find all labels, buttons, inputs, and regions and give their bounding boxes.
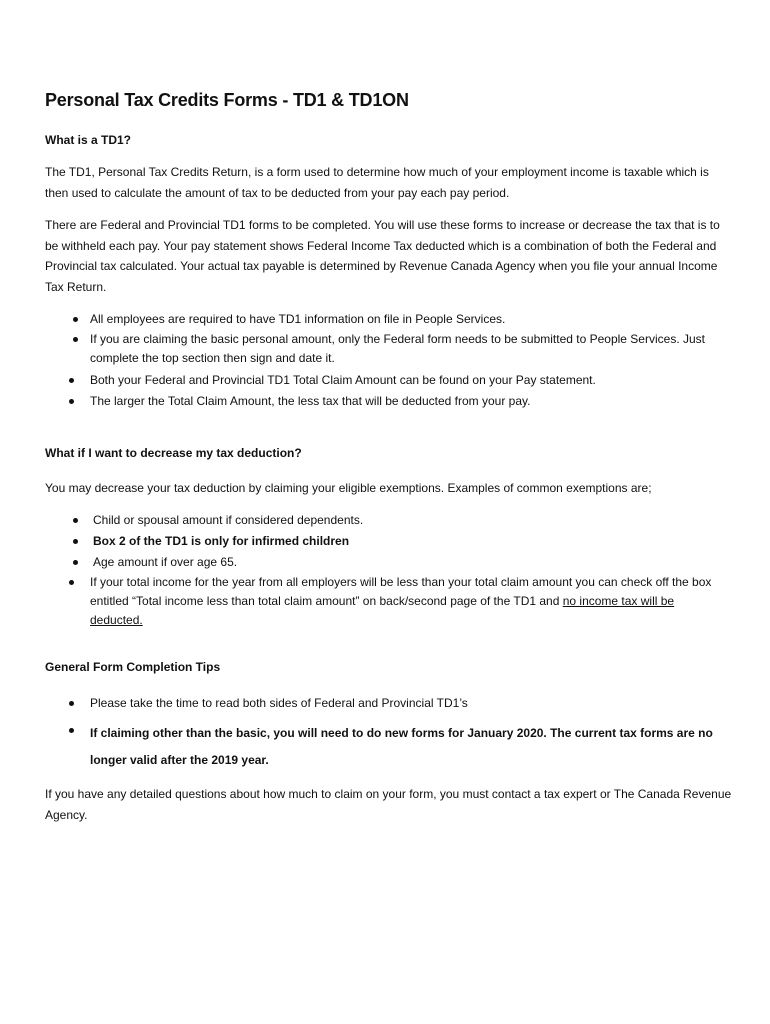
paragraph-td1-definition: The TD1, Personal Tax Credits Return, is a form used to determine how much of your employment income is taxable which is then used to calculate the amount of tax to be deducted from your pay each pay period. (45, 165, 709, 200)
document-page: Personal Tax Credits Forms - TD1 & TD1ON What is a TD1? The TD1, Personal Tax Credits Return, is a form used to determine how much of your employment income is taxable which is then used to calculate the amount of tax to be deducted from your pay each pay period. There are Federal and Provincial TD1 forms to be completed. You will use these forms to increase or decrease the tax that is to be withheld each pay. Your pay statement shows Federal Income Tax deducted which is a combination of both the Federal and Provincial tax calculated. Your actual tax payable is determined by Revenue Canada Agency when you file your annual Income Tax Return. All employees are required to have TD1 information on file in People Services. If you are claiming the basic personal amount, only the Federal form needs to be submitted to People Services. Just complete the top section then sign and date it. Both your Federal and Provincial TD1 Total Claim Amount can be found on your Pay statement. The larger the Total Claim Amount, the less tax that will be deducted from your pay. What if I want to decrease my tax deduction? You may decrease your tax deduction by claiming your eligible exemptions. Examples of common exemptions are; Child or spousal amount if considered dependents. Box 2 of the TD1 is only for infirmed children Age amount if over age 65. If your total income for the year from all employers will be less than your total claim amount you can check off the box entitled “Total income less than total claim amount” on back/second page of the TD1 and no income tax will be deducted. General Form Completion Tips Please take the time to read both sides of Federal and Provincial TD1’s If claiming other than the basic, you will need to do new forms for January 2020. The current tax forms are no longer valid after the 2019 year. If you have any detailed questions about how much to claim on your form, you must contact a tax expert or The Canada Revenue Agency. (0, 0, 770, 1024)
section-heading-completion-tips: General Form Completion Tips (45, 660, 221, 674)
section-heading-decrease-deduction: What if I want to decrease my tax deduction? (45, 446, 302, 460)
bullet-icon (69, 580, 74, 585)
bullet-icon (69, 701, 74, 706)
paragraph-federal-provincial: There are Federal and Provincial TD1 forms to be completed. You will use these forms to increase or decrease the tax that is to be withheld each pay. Your pay statement shows Federal Income Tax deducted which is a combination of both the Federal and Provincial tax calculated. Your actual tax payable is determined by Revenue Canada Agency when you file your annual Income Tax Return. (45, 218, 720, 294)
bullet-icon (73, 560, 78, 565)
bullet-icon (69, 728, 74, 733)
bullet-icon (73, 337, 78, 342)
page-title: Personal Tax Credits Forms - TD1 & TD1ON (45, 90, 409, 110)
bullet-icon (69, 378, 74, 383)
paragraph-closing: If you have any detailed questions about how much to claim on your form, you must contact a tax expert or The Canada Revenue Agency. (45, 787, 732, 822)
bullet-icon (73, 518, 78, 523)
bullet-icon (73, 317, 78, 322)
no-income-tax-underlined: no income tax will be deducted. (90, 594, 675, 627)
bullet-icon (73, 539, 78, 544)
bullet-icon (69, 399, 74, 404)
paragraph-exemptions-intro: You may decrease your tax deduction by claiming your eligible exemptions. Examples of common exemptions are; (45, 481, 652, 495)
section-heading-what-is-td1: What is a TD1? (45, 133, 132, 147)
